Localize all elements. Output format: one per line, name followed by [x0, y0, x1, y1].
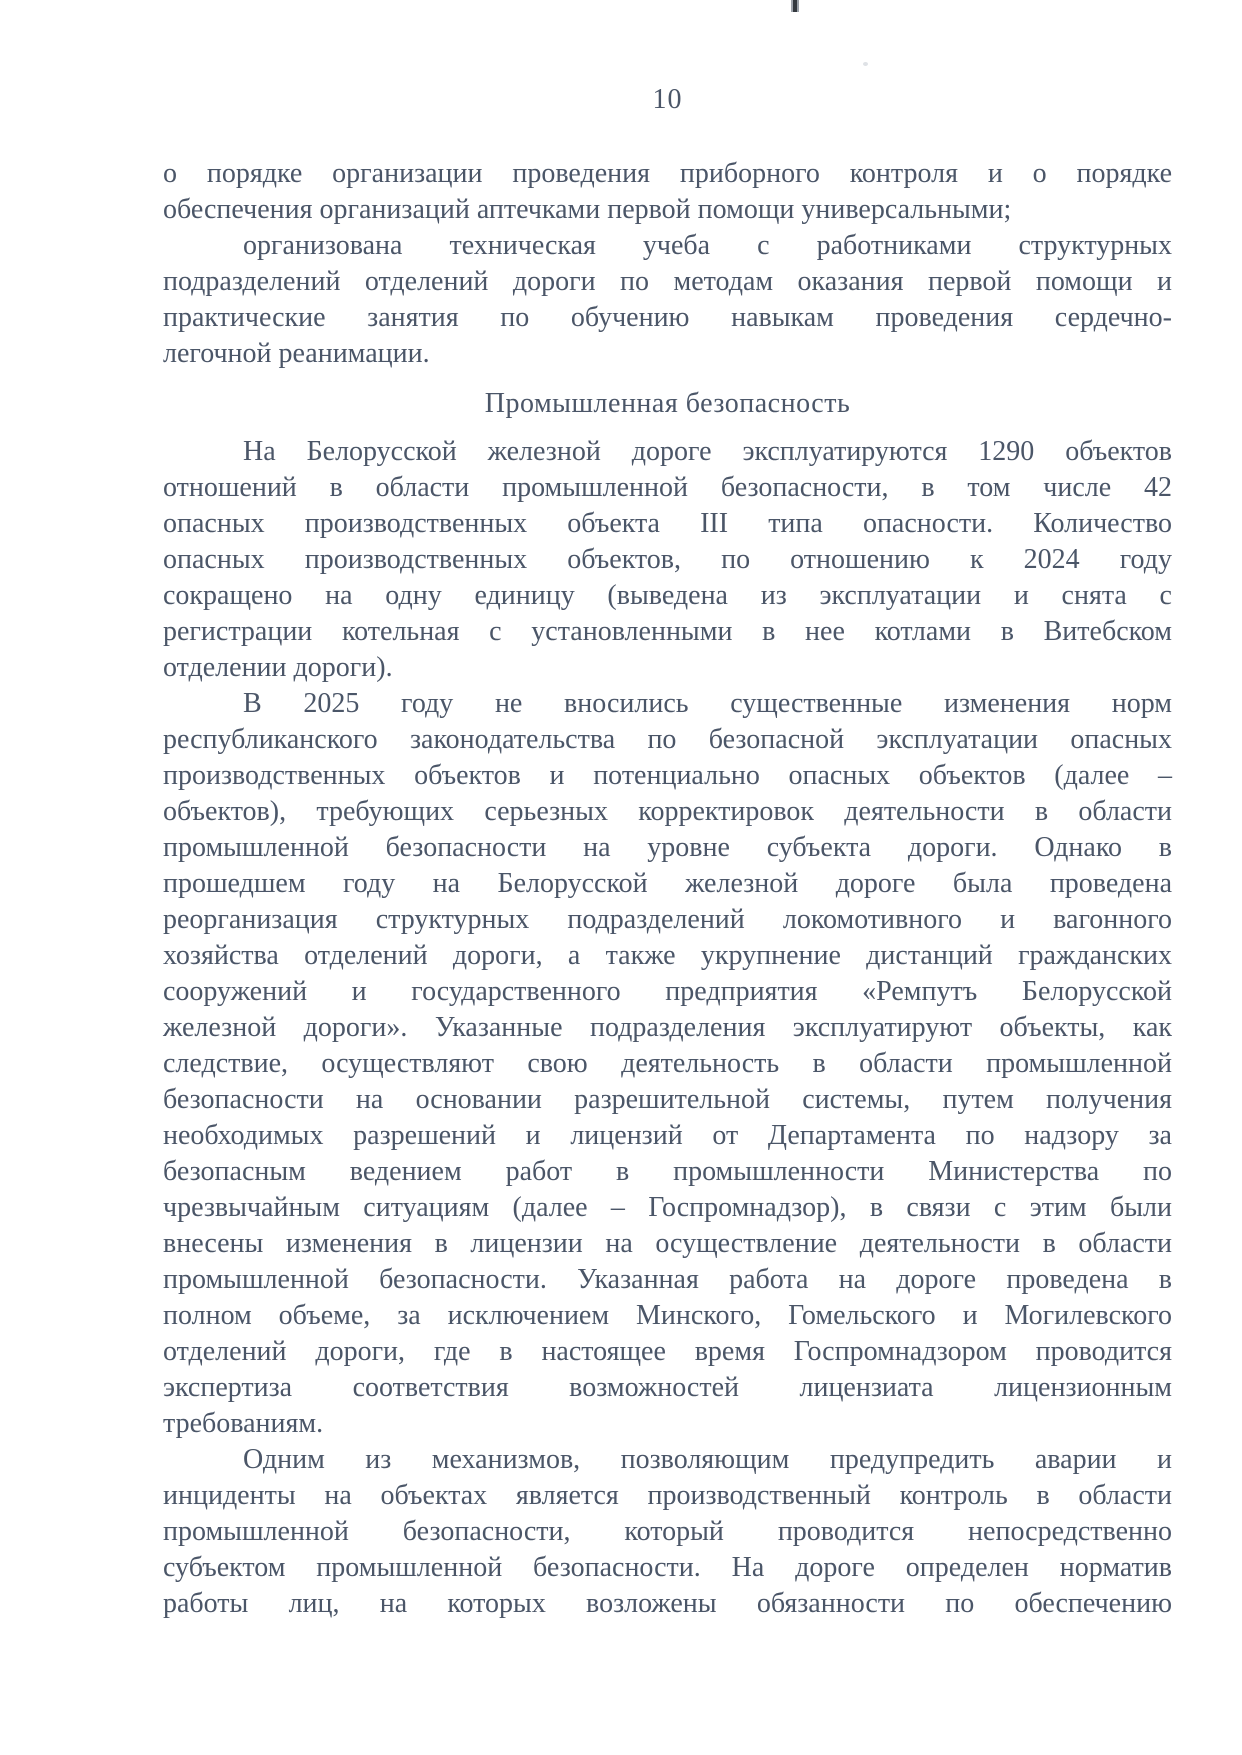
- text-line: промышленной безопасности. Указанная работа на дороге проведена в: [163, 1264, 1172, 1295]
- text-line: республиканского законодательства по безопасной эксплуатации опасных: [163, 724, 1172, 755]
- text-line: опасных производственных объекта III типа опасности. Количество: [163, 508, 1172, 539]
- text-line: экспертиза соответствия возможностей лицензиата лицензионным: [163, 1372, 1172, 1403]
- scan-artifact-mark: [791, 0, 799, 12]
- text-line: безопасным ведением работ в промышленности Министерства по: [163, 1156, 1172, 1187]
- text-line: организована техническая учеба с работниками структурных: [243, 230, 1172, 261]
- text-line: внесены изменения в лицензии на осуществление деятельности в области: [163, 1228, 1172, 1259]
- text-line: чрезвычайным ситуациям (далее – Госпромнадзор), в связи с этим были: [163, 1192, 1172, 1223]
- text-line: промышленной безопасности на уровне субъекта дороги. Однако в: [163, 832, 1172, 863]
- page-number: 10: [652, 84, 683, 115]
- text-line: отделении дороги).: [163, 652, 393, 683]
- text-line: промышленной безопасности, который проводится непосредственно: [163, 1516, 1172, 1547]
- text-line: сокращено на одну единицу (выведена из эксплуатации и снята с: [163, 580, 1172, 611]
- text-line: необходимых разрешений и лицензий от Департамента по надзору за: [163, 1120, 1172, 1151]
- text-line: субъектом промышленной безопасности. На дороге определен норматив: [163, 1552, 1172, 1583]
- text-line: железной дороги». Указанные подразделения эксплуатируют объекты, как: [163, 1012, 1172, 1043]
- text-line: В 2025 году не вносились существенные изменения норм: [243, 688, 1172, 719]
- document-body: [163, 156, 1172, 1622]
- text-line: реорганизация структурных подразделений локомотивного и вагонного: [163, 904, 1172, 935]
- text-line: практические занятия по обучению навыкам проведения сердечно-: [163, 302, 1172, 333]
- text-line: объектов), требующих серьезных корректировок деятельности в области: [163, 796, 1172, 827]
- text-line: следствие, осуществляют свою деятельность в области промышленной: [163, 1048, 1172, 1079]
- text-line: легочной реанимации.: [163, 338, 430, 369]
- text-line: хозяйства отделений дороги, а также укрупнение дистанций гражданских: [163, 940, 1172, 971]
- text-line: отношений в области промышленной безопасности, в том числе 42: [163, 472, 1172, 503]
- text-line: производственных объектов и потенциально опасных объектов (далее –: [163, 760, 1172, 791]
- text-line: полном объеме, за исключением Минского, Гомельского и Могилевского: [163, 1300, 1172, 1331]
- text-line: прошедшем году на Белорусской железной дороге была проведена: [163, 868, 1172, 899]
- text-line: инциденты на объектах является производственный контроль в области: [163, 1480, 1172, 1511]
- text-line: регистрации котельная с установленными в нее котлами в Витебском: [163, 616, 1172, 647]
- scan-artifact-speck: [863, 62, 868, 66]
- text-line: безопасности на основании разрешительной системы, путем получения: [163, 1084, 1172, 1115]
- text-line: о порядке организации проведения приборного контроля и о порядке: [163, 158, 1172, 189]
- text-line: требованиям.: [163, 1408, 324, 1439]
- text-line: отделений дороги, где в настоящее время Госпромнадзором проводится: [163, 1336, 1172, 1367]
- text-line: подразделений отделений дороги по методам оказания первой помощи и: [163, 266, 1172, 297]
- section-heading: Промышленная безопасность: [484, 388, 851, 419]
- text-line: работы лиц, на которых возложены обязанности по обеспечению: [163, 1588, 1172, 1619]
- text-line: обеспечения организаций аптечками первой помощи универсальными;: [163, 194, 1012, 225]
- text-line: На Белорусской железной дороге эксплуатируются 1290 объектов: [243, 436, 1172, 467]
- text-line: сооружений и государственного предприятия «Ремпутъ Белорусской: [163, 976, 1172, 1007]
- text-line: опасных производственных объектов, по отношению к 2024 году: [163, 544, 1172, 575]
- text-line: Одним из механизмов, позволяющим предупредить аварии и: [243, 1444, 1172, 1475]
